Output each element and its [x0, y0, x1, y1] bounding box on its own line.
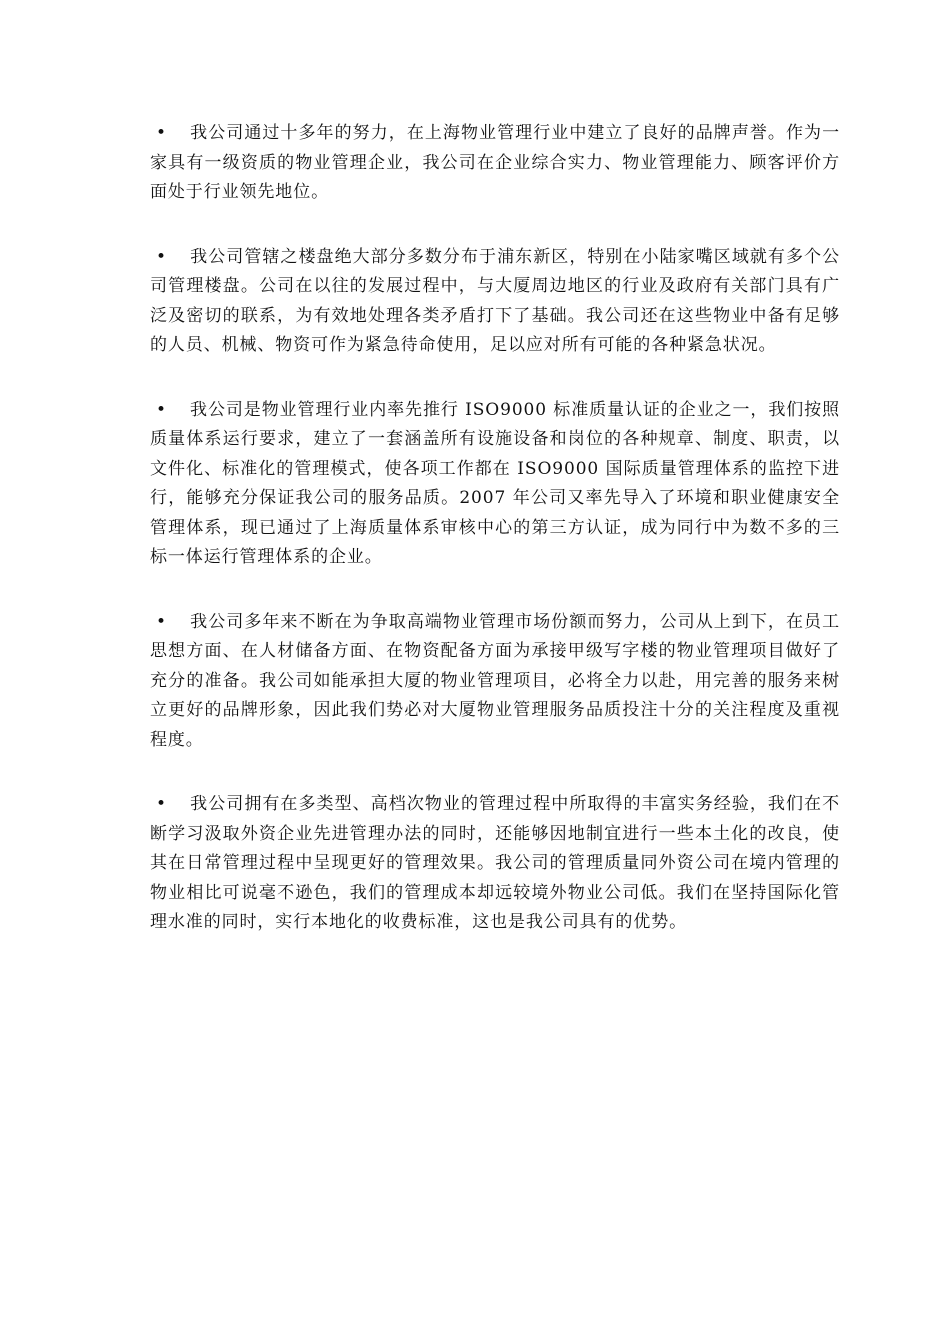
bullet-icon: •: [156, 611, 167, 632]
paragraph-text: 我公司管辖之楼盘绝大部分多数分布于浦东新区，特别在小陆家嘴区域就有多个公司管理楼盘。公司在以往的发展过程中，与大厦周边地区的行业及政府有关部门具有广泛及密切的联系，为有效地处理各类矛盾打下了基础。我公司还在这些物业中备有足够的人员、机械、物资可作为紧急待命使用，足以应对所有可能的各种紧急状况。: [150, 246, 840, 355]
paragraph-text: 我公司拥有在多类型、高档次物业的管理过程中所取得的丰富实务经验，我们在不断学习汲取外资企业先进管理办法的同时，还能够因地制宜进行一些本土化的改良，使其在日常管理过程中呈现更好的管理效果。我公司的管理质量同外资公司在境内管理的物业相比可说毫不逊色，我们的管理成本却远较境外物业公司低。我们在坚持国际化管理水准的同时，实行本地化的收费标准，这也是我公司具有的优势。: [150, 794, 840, 932]
bullet-paragraph-5: [150, 790, 840, 938]
paragraph-text: 我公司多年来不断在为争取高端物业管理市场份额而努力，公司从上到下，在员工思想方面、在人材储备方面、在物资配备方面为承接甲级写字楼的物业管理项目做好了充分的准备。我公司如能承担大厦的物业管理项目，必将全力以赴，用完善的服务来树立更好的品牌形象，因此我们势必对大厦物业管理服务品质投注十分的关注程度及重视程度。: [150, 611, 840, 750]
bullet-icon: •: [156, 123, 167, 143]
bullet-icon: •: [156, 246, 167, 267]
document-body: [150, 119, 840, 973]
bullet-icon: •: [156, 794, 167, 814]
bullet-paragraph-3: [150, 396, 840, 573]
paragraph-text: 我公司通过十多年的努力，在上海物业管理行业中建立了良好的品牌声誉。作为一家具有一级资质的物业管理企业，我公司在企业综合实力、物业管理能力、顾客评价方面处于行业领先地位。: [150, 123, 840, 202]
paragraph-text: 我公司是物业管理行业内率先推行 ISO9000 标准质量认证的企业之一，我们按照质量体系运行要求，建立了一套涵盖所有设施设备和岗位的各种规章、制度、职责，以文件化、标准化的管理模式，使各项工作都在 ISO9000 国际质量管理体系的监控下进行，能够充分保证我公司的服务品质。2007 年公司又率先导入了环境和职业健康安全管理体系，现已通过了上海质量体系审核中心的第三方认证，成为同行中为数不多的三标一体运行管理体系的企业。: [150, 399, 840, 567]
bullet-paragraph-2: [150, 243, 840, 361]
bullet-paragraph-1: [150, 119, 840, 208]
bullet-paragraph-4: [150, 608, 840, 756]
bullet-icon: •: [156, 399, 167, 420]
